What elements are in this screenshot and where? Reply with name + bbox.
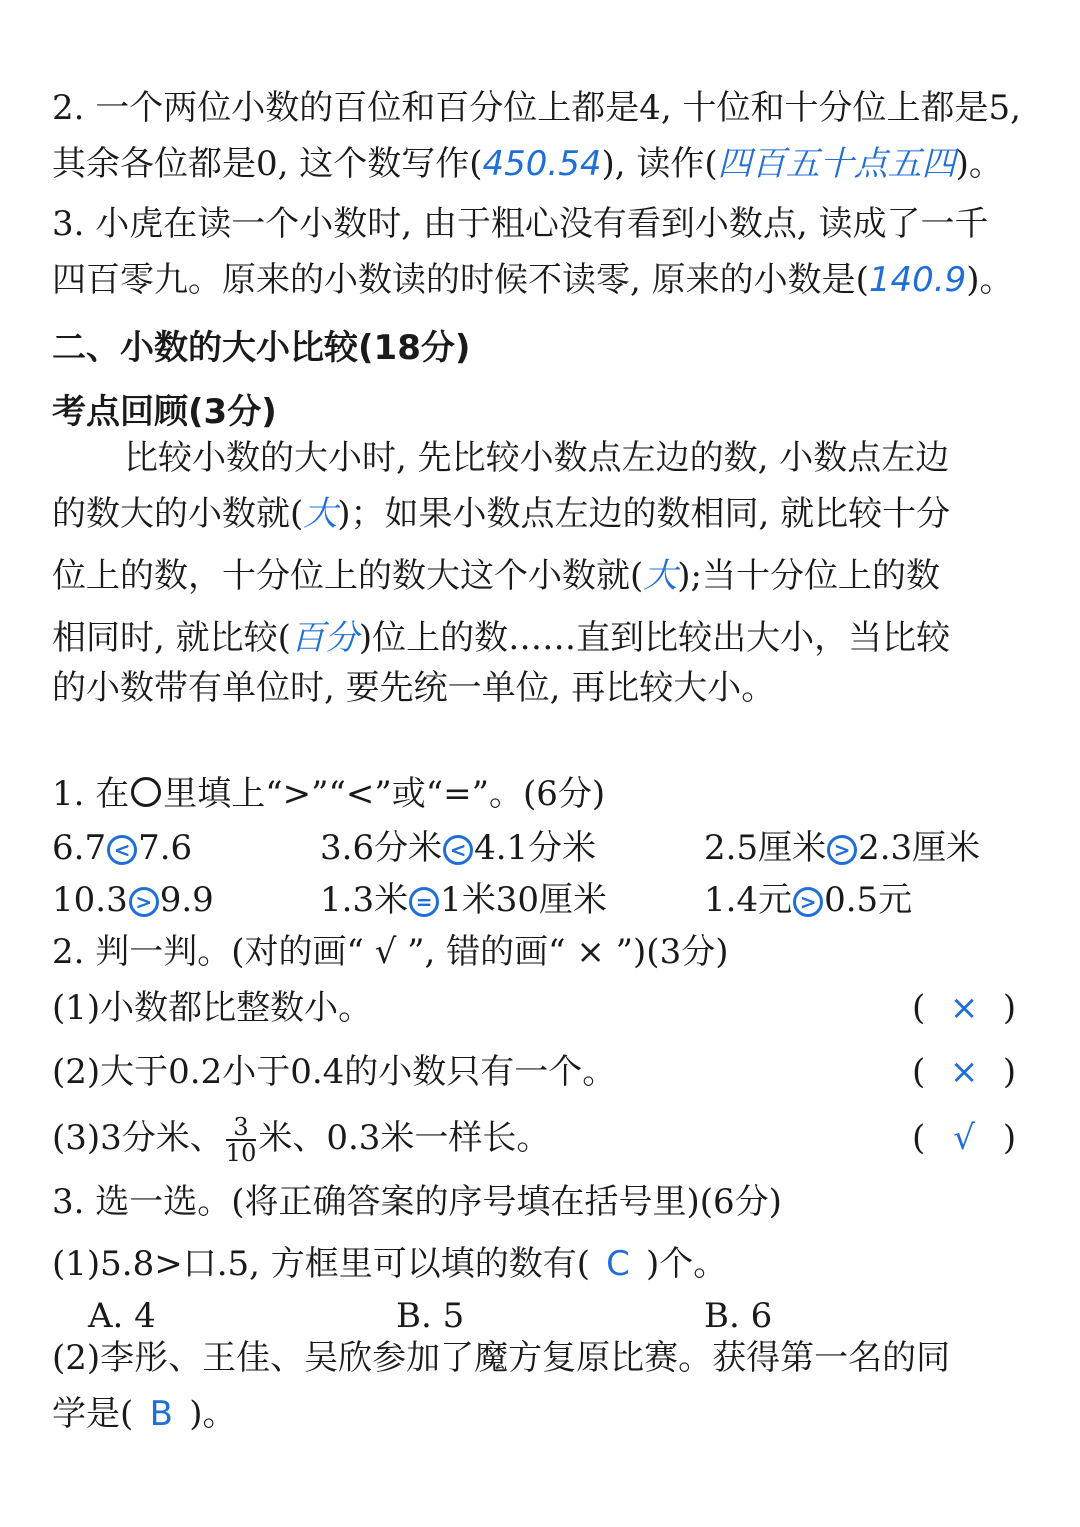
review-line-2 — [52, 492, 950, 536]
compare-symbol: = — [409, 887, 439, 917]
ex3-title: 3. 选一选。(将正确答案的序号填在括号里)(6分) — [52, 1182, 782, 1222]
compare-symbol: > — [793, 887, 823, 917]
fraction — [226, 1115, 257, 1165]
compare-right: 2.3厘米 — [858, 828, 981, 868]
ex1-title-b: 里填上“>”“<”或“=”。(6分) — [163, 774, 606, 814]
q2-text-a: 其余各位都是0, 这个数写作( — [52, 144, 483, 184]
q3-answer: 140.9 — [868, 260, 967, 300]
compare-item — [320, 878, 607, 922]
compare-right: 0.5元 — [824, 880, 913, 920]
check-mark: √ — [953, 1118, 975, 1158]
cross-mark: × — [949, 1052, 979, 1092]
review-answer-2: 大 — [643, 556, 678, 596]
compare-right: 9.9 — [159, 880, 214, 920]
judge-answer-box — [912, 1050, 1016, 1094]
compare-symbol: < — [443, 835, 473, 865]
q2-text-c: )。 — [955, 144, 1003, 184]
ex1-title — [52, 772, 605, 816]
judge-item-2: (2)大于0.2小于0.4的小数只有一个。 — [52, 1052, 617, 1092]
review-line-4 — [52, 616, 950, 660]
compare-item — [320, 826, 596, 870]
compare-left: 1.3米 — [320, 880, 409, 920]
q3-line-1: 3. 小虎在读一个小数时, 由于粗心没有看到小数点, 读成了一千 — [52, 204, 989, 244]
review-line-5: 的小数带有单位时, 要先统一单位, 再比较大小。 — [52, 668, 776, 708]
judge-item-3 — [52, 1110, 550, 1166]
paren-close: ) — [1002, 1118, 1017, 1158]
choice-question-1 — [52, 1242, 727, 1286]
judge-answer-box — [912, 1116, 1016, 1160]
review-answer-1: 大 — [303, 494, 338, 534]
option-c: B. 6 — [704, 1296, 773, 1336]
q3-text-b: )。 — [966, 260, 1014, 300]
compare-right: 4.1分米 — [474, 828, 597, 868]
judge-text: 米、0.3米一样长。 — [258, 1118, 551, 1158]
review-title: 考点回顾(3分) — [52, 392, 277, 432]
compare-left: 10.3 — [52, 880, 128, 920]
compare-item — [52, 878, 214, 922]
choice-text: )个。 — [646, 1244, 728, 1284]
ex1-title-a: 1. 在 — [52, 774, 130, 814]
choice-question-2-line-1: (2)李彤、王佳、吴欣参加了魔方复原比赛。获得第一名的同 — [52, 1338, 951, 1378]
paren-close: ) — [1002, 988, 1017, 1028]
q2-answer-written: 450.54 — [482, 144, 602, 184]
choice-text: (1)5.8>口.5, 方框里可以填的数有( — [52, 1244, 591, 1284]
paren-open: ( — [912, 988, 926, 1028]
cross-mark: × — [949, 988, 979, 1028]
review-text: 的数大的小数就( — [52, 494, 304, 534]
compare-left: 6.7 — [52, 828, 107, 868]
fraction-denominator: 10 — [225, 1139, 257, 1167]
choice-question-2-line-2 — [52, 1392, 237, 1436]
compare-right: 7.6 — [138, 828, 193, 868]
compare-item — [704, 878, 912, 922]
ex2-title: 2. 判一判。(对的画“ √ ”, 错的画“ × ”)(3分) — [52, 932, 729, 972]
choice-answer: B — [149, 1394, 173, 1434]
compare-item — [704, 826, 980, 870]
choice-text: )。 — [189, 1394, 237, 1434]
choice-text: 学是( — [52, 1394, 134, 1434]
judge-text: (3)3分米、 — [52, 1118, 224, 1158]
judge-item-1: (1)小数都比整数小。 — [52, 988, 373, 1028]
review-line-3 — [52, 554, 940, 598]
paren-open: ( — [912, 1118, 926, 1158]
compare-symbol: < — [107, 835, 137, 865]
q3-text-a: 四百零九。原来的小数读的时候不读零, 原来的小数是( — [52, 260, 869, 300]
section-2-title: 二、小数的大小比较(18分) — [52, 328, 471, 368]
review-text: )；如果小数点左边的数相同, 就比较十分 — [337, 494, 951, 534]
q2-line-1: 2. 一个两位小数的百位和百分位上都是4, 十位和十分位上都是5, — [52, 88, 1021, 128]
review-text: );当十分位上的数 — [677, 556, 940, 596]
paren-open: ( — [912, 1052, 926, 1092]
fraction-numerator: 3 — [226, 1115, 257, 1141]
review-answer-3: 百分 — [290, 618, 359, 658]
q2-text-b: ), 读作( — [601, 144, 718, 184]
compare-symbol: > — [129, 887, 159, 917]
option-b: B. 5 — [396, 1296, 465, 1336]
compare-left: 3.6分米 — [320, 828, 443, 868]
circle-icon — [131, 777, 161, 807]
q3-line-2 — [52, 258, 1014, 302]
judge-answer-box — [912, 986, 1016, 1030]
compare-item — [52, 826, 192, 870]
q2-line-2 — [52, 142, 1003, 186]
review-line-1: 比较小数的大小时, 先比较小数点左边的数, 小数点左边 — [124, 438, 950, 478]
compare-right: 1米30厘米 — [440, 880, 607, 920]
compare-left: 1.4元 — [704, 880, 793, 920]
review-text: 相同时, 就比较( — [52, 618, 291, 658]
option-a: A. 4 — [88, 1296, 156, 1336]
review-text: 位上的数，十分位上的数大这个小数就( — [52, 556, 644, 596]
q2-answer-read: 四百五十点五四 — [717, 144, 956, 184]
compare-symbol: > — [827, 835, 857, 865]
choice-answer: C — [606, 1244, 630, 1284]
compare-left: 2.5厘米 — [704, 828, 827, 868]
paren-close: ) — [1002, 1052, 1017, 1092]
review-text: )位上的数……直到比较出大小，当比较 — [358, 618, 951, 658]
